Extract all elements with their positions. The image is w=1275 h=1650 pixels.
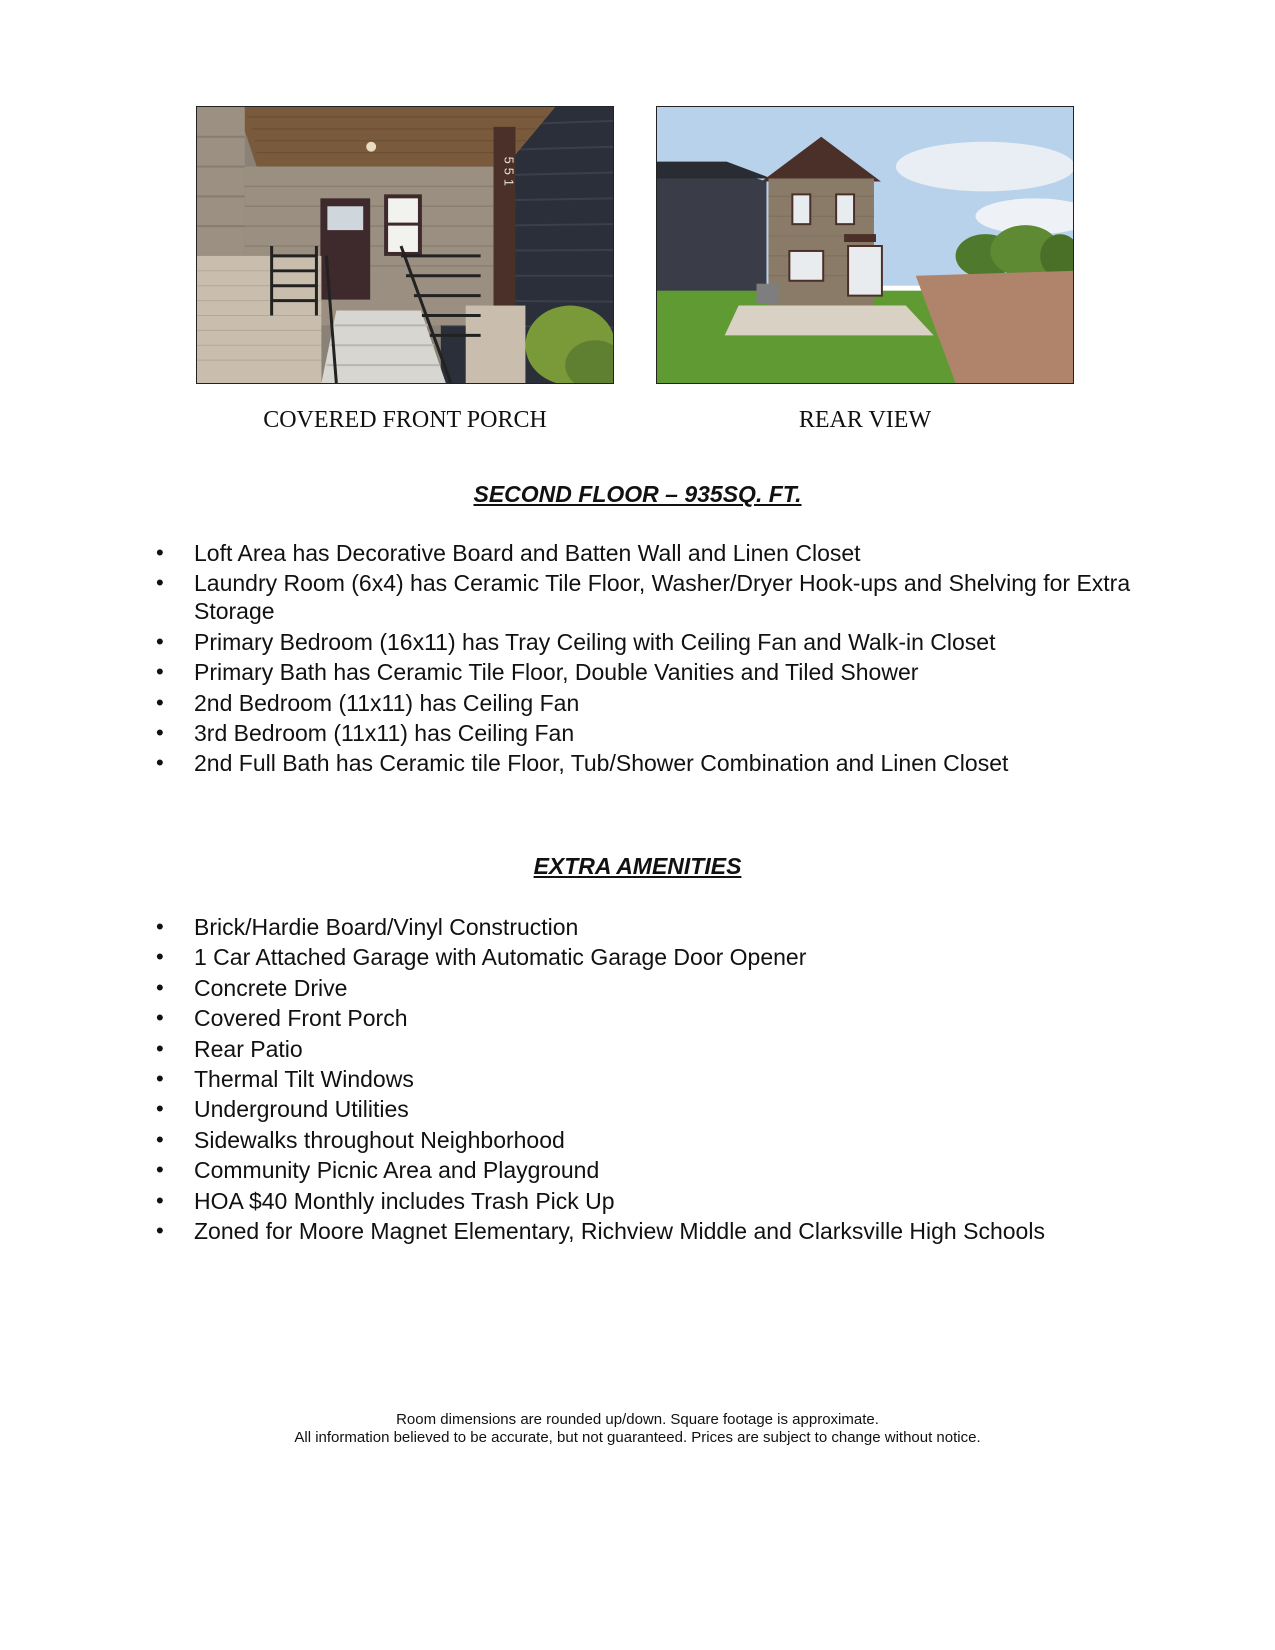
rear-view-photo	[656, 106, 1074, 384]
disclaimer-line-2: All information believed to be accurate, but not guaranteed. Prices are subject to change without notice.	[294, 1429, 981, 1446]
list-item: • 2nd Full Bath has Ceramic tile Floor, Tub/Shower Combination and Linen Closet	[156, 749, 1136, 777]
extra-amenities-list	[156, 913, 1136, 1247]
list-item: • 2nd Bedroom (11x11) has Ceiling Fan	[156, 689, 1136, 717]
front-porch-caption: COVERED FRONT PORCH	[263, 407, 547, 433]
second-floor-list	[156, 539, 1136, 780]
list-item: • Zoned for Moore Magnet Elementary, Richview Middle and Clarksville High Schools	[156, 1217, 1136, 1245]
house-number-text: 551	[501, 156, 517, 191]
list-item: • Primary Bedroom (16x11) has Tray Ceiling with Ceiling Fan and Walk-in Closet	[156, 628, 1136, 656]
list-item: • Thermal Tilt Windows	[156, 1065, 1136, 1093]
list-item: • Brick/Hardie Board/Vinyl Construction	[156, 913, 1136, 941]
list-item: • 1 Car Attached Garage with Automatic Garage Door Opener	[156, 943, 1136, 971]
list-item: • Sidewalks throughout Neighborhood	[156, 1126, 1136, 1154]
list-item: • Primary Bath has Ceramic Tile Floor, Double Vanities and Tiled Shower	[156, 658, 1136, 686]
list-item: • Covered Front Porch	[156, 1004, 1136, 1032]
list-item: • Rear Patio	[156, 1035, 1136, 1063]
second-floor-heading: SECOND FLOOR – 935SQ. FT.	[473, 481, 802, 507]
extra-amenities-heading: EXTRA AMENITIES	[533, 853, 742, 879]
list-item: • 3rd Bedroom (11x11) has Ceiling Fan	[156, 719, 1136, 747]
rear-view-caption: REAR VIEW	[798, 407, 932, 433]
disclaimer-line-1: Room dimensions are rounded up/down. Square footage is approximate.	[396, 1411, 879, 1428]
list-item: • Underground Utilities	[156, 1095, 1136, 1123]
list-item: • Community Picnic Area and Playground	[156, 1156, 1136, 1184]
list-item: • HOA $40 Monthly includes Trash Pick Up	[156, 1187, 1136, 1215]
front-porch-photo	[196, 106, 614, 384]
list-item: • Laundry Room (6x4) has Ceramic Tile Floor, Washer/Dryer Hook-ups and Shelving for Extra Storage	[156, 569, 1136, 625]
list-item: • Concrete Drive	[156, 974, 1136, 1002]
list-item: • Loft Area has Decorative Board and Batten Wall and Linen Closet	[156, 539, 1136, 567]
